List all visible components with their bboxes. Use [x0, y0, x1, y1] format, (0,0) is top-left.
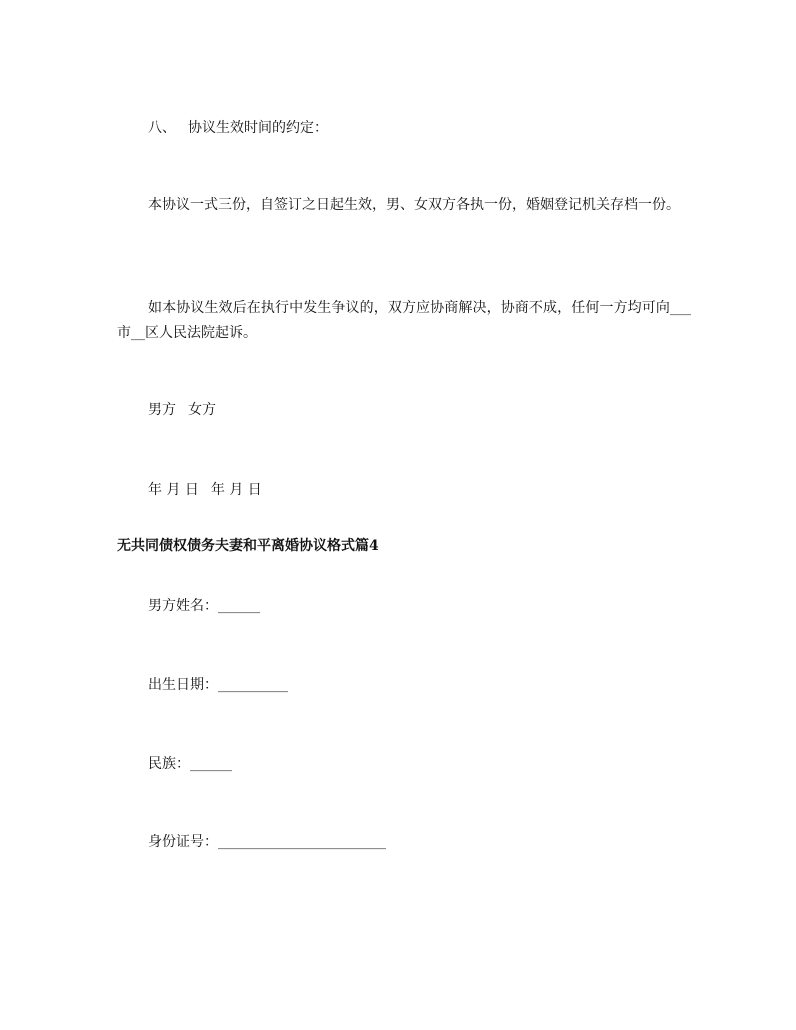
- birth-date-field: 出生日期：__________: [148, 677, 288, 693]
- ethnicity-field: 民族：______: [148, 756, 232, 772]
- signature-line: [148, 400, 216, 420]
- male-signature-label: 男方: [148, 402, 176, 418]
- id-number-field: 身份证号：________________________: [148, 834, 386, 850]
- female-date: 年 月 日: [210, 482, 262, 498]
- male-name-field: 男方姓名：______: [148, 598, 260, 614]
- effective-paragraph: 本协议一式三份，自签订之日起生效，男、女双方各执一份，婚姻登记机关存档一份。: [148, 197, 680, 213]
- section-number: 八、: [148, 120, 176, 136]
- section-title: 协议生效时间的约定：: [188, 120, 328, 136]
- date-line: [148, 480, 262, 500]
- female-signature-label: 女方: [188, 402, 216, 418]
- section-8-heading: [148, 118, 328, 138]
- section-title-part-4: 无共同债权债务夫妻和平离婚协议格式篇4: [117, 538, 379, 554]
- dispute-paragraph: 如本协议生效后在执行中发生争议的，双方应协商解决，协商不成，任何一方均可向___市__区人民法院起诉。: [117, 300, 691, 341]
- male-date: 年 月 日: [148, 482, 199, 498]
